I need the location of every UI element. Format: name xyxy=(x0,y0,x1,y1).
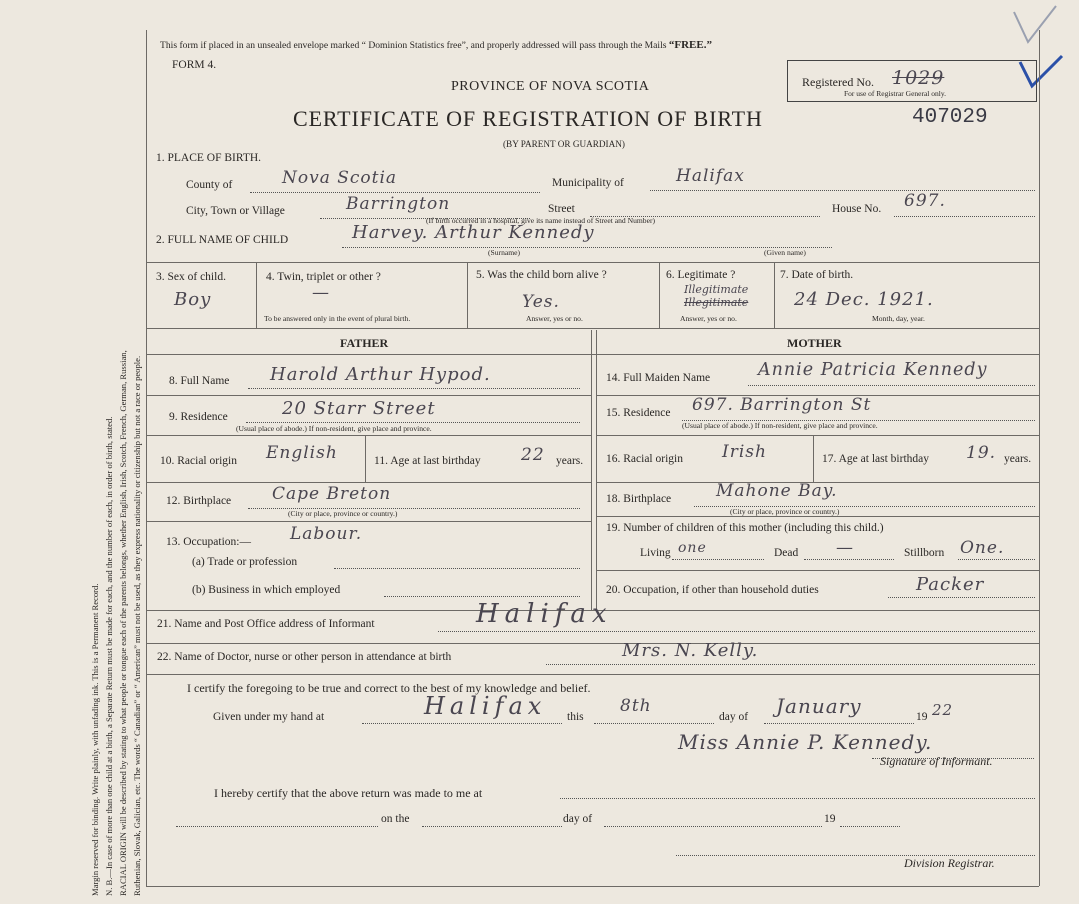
father-age-value: 22 xyxy=(521,445,545,465)
day-value: 8th xyxy=(620,696,652,716)
stillborn-value: One. xyxy=(960,538,1005,558)
mother-occupation-label: 20. Occupation, if other than household duties xyxy=(606,584,819,596)
dob-value: 24 Dec. 1921. xyxy=(794,289,934,310)
legitimate-note: Answer, yes or no. xyxy=(680,314,737,323)
mother-birthplace-label: 18. Birthplace xyxy=(606,493,672,505)
given-label: Given under my hand at xyxy=(213,711,325,723)
city-value: Barrington xyxy=(346,194,451,214)
child-name-label: 2. FULL NAME OF CHILD xyxy=(156,234,289,246)
house-label: House No. xyxy=(832,203,882,215)
father-occupation-value: Labour. xyxy=(290,524,363,544)
dead-label: Dead xyxy=(774,547,799,559)
registrar-day-of-label: day of xyxy=(563,813,593,825)
registered-number: 1029 xyxy=(892,67,945,89)
father-heading: FATHER xyxy=(340,336,389,350)
mother-birthplace-note: (City or place, province or country.) xyxy=(730,507,840,516)
mother-age-value: 19. xyxy=(966,443,997,463)
margin-note-3: RACIAL ORIGIN will be described by stating to what people or tongue each of the parents belongs, whether English, Irish, Scotch, French, German, Russian, xyxy=(118,350,128,896)
father-name-value: Harold Arthur Hypod. xyxy=(270,364,491,385)
trade-label: (a) Trade or profession xyxy=(192,556,298,568)
father-occupation-label: 13. Occupation:— xyxy=(166,536,251,548)
province-heading: PROVINCE OF NOVA SCOTIA xyxy=(451,79,650,94)
mother-racial-value: Irish xyxy=(722,442,767,462)
informant-label: 21. Name and Post Office address of Informant xyxy=(157,618,375,630)
father-birthplace-label: 12. Birthplace xyxy=(166,495,232,507)
margin-note-1: Margin reserved for binding. Write plainly, with unfading ink. This is a Permanent Record. xyxy=(90,583,100,896)
mother-children-label: 19. Number of children of this mother (including this child.) xyxy=(606,522,884,534)
dead-value: — xyxy=(836,538,854,558)
given-name-note: (Given name) xyxy=(764,248,806,257)
registrar-text: I hereby certify that the above return was made to me at xyxy=(214,786,483,800)
on-the-label: on the xyxy=(381,813,410,825)
certificate-subtitle: (BY PARENT OR GUARDIAN) xyxy=(503,139,625,149)
dob-label: 7. Date of birth. xyxy=(780,269,854,281)
surname-note: (Surname) xyxy=(488,248,521,257)
mother-name-label: 14. Full Maiden Name xyxy=(606,372,711,384)
twin-value: — xyxy=(312,283,330,303)
alive-label: 5. Was the child born alive ? xyxy=(476,269,607,281)
informant-value: Halifax xyxy=(476,599,613,629)
doctor-label: 22. Name of Doctor, nurse or other person in attendance at birth xyxy=(157,651,452,663)
form-number: FORM 4. xyxy=(172,59,217,71)
living-label: Living xyxy=(640,547,671,559)
sex-value: Boy xyxy=(174,289,212,310)
mother-age-label: 17. Age at last birthday xyxy=(822,453,929,465)
place-of-birth-heading: 1. PLACE OF BIRTH. xyxy=(156,152,262,164)
mother-residence-label: 15. Residence xyxy=(606,407,671,419)
hospital-note: (If birth occurred in a hospital, give its name instead of Street and Number) xyxy=(426,216,656,225)
father-years-label: years. xyxy=(556,455,584,467)
county-value: Nova Scotia xyxy=(282,168,398,188)
registrar-note: For use of Registrar General only. xyxy=(844,89,946,98)
father-age-label: 11. Age at last birthday xyxy=(374,455,481,467)
signature-label: Signature of Informant. xyxy=(880,754,993,768)
mother-residence-value: 697. Barrington St xyxy=(692,395,872,415)
twin-note: To be answered only in the event of plural birth. xyxy=(264,314,411,323)
mother-years-label: years. xyxy=(1004,453,1032,465)
doctor-value: Mrs. N. Kelly. xyxy=(622,640,759,661)
county-label: County of xyxy=(186,179,233,191)
municipality-value: Halifax xyxy=(676,166,745,186)
mother-abode-note: (Usual place of abode.) If non-resident, give place and province. xyxy=(682,421,878,430)
father-residence-value: 20 Starr Street xyxy=(282,398,436,419)
division-registrar-label: Division Registrar. xyxy=(904,856,995,870)
father-name-label: 8. Full Name xyxy=(169,375,230,387)
father-birthplace-note: (City or place, province or country.) xyxy=(288,509,398,518)
business-label: (b) Business in which employed xyxy=(192,584,341,596)
informant-signature: Miss Annie P. Kennedy. xyxy=(678,730,933,754)
mother-birthplace-value: Mahone Bay. xyxy=(716,481,838,501)
margin-note-2: N. B.—In case of more than one child at a birth, a Separate Return must be made for each, and the number of each, in order of birth, stated. xyxy=(104,416,114,896)
father-residence-label: 9. Residence xyxy=(169,411,228,423)
registration-box xyxy=(787,60,1037,102)
mother-heading: MOTHER xyxy=(787,336,842,350)
day-of-label: day of xyxy=(719,711,749,723)
month-value: January xyxy=(776,694,862,718)
city-label: City, Town or Village xyxy=(186,205,285,217)
father-racial-label: 10. Racial origin xyxy=(160,455,237,467)
alive-value: Yes. xyxy=(522,292,560,312)
legitimate-label: 6. Legitimate ? xyxy=(666,269,736,281)
municipality-label: Municipality of xyxy=(552,177,624,189)
street-label: Street xyxy=(548,203,575,215)
margin-note-4: Ruthenian, Slovak, Galician, etc. The words “ Canadian” or “ American” must not be used, as they express nationality or citizenship but not a race or people. xyxy=(132,355,142,896)
registered-label: Registered No. xyxy=(802,75,874,89)
legitimate-value: Illegitimate xyxy=(684,283,749,296)
stamp-number: 407029 xyxy=(912,106,988,129)
living-value: one xyxy=(678,540,707,556)
father-birthplace-value: Cape Breton xyxy=(272,484,392,504)
top-notice: This form if placed in an unsealed envelope marked “ Dominion Statistics free”, and properly addressed will pass through the Mails “FREE.” xyxy=(160,39,712,51)
father-racial-value: English xyxy=(266,443,338,463)
given-place-value: Halifax xyxy=(424,692,547,720)
dob-note: Month, day, year. xyxy=(872,314,925,323)
child-name-value: Harvey. Arthur Kennedy xyxy=(352,222,595,243)
sex-label: 3. Sex of child. xyxy=(156,271,226,283)
year-value: 22 xyxy=(932,701,954,719)
legitimate-struck: Illegitimate xyxy=(684,296,749,309)
certificate-title: CERTIFICATE OF REGISTRATION OF BIRTH xyxy=(293,106,763,131)
mother-racial-label: 16. Racial origin xyxy=(606,453,683,465)
year-prefix: 19 xyxy=(916,711,928,723)
this-label: this xyxy=(567,711,584,723)
house-value: 697. xyxy=(904,191,946,211)
registrar-year-prefix: 19 xyxy=(824,813,836,825)
alive-note: Answer, yes or no. xyxy=(526,314,583,323)
certify-text: I certify the foregoing to be true and correct to the best of my knowledge and belief. xyxy=(187,681,591,695)
father-abode-note: (Usual place of abode.) If non-resident, give place and province. xyxy=(236,424,432,433)
mother-name-value: Annie Patricia Kennedy xyxy=(758,360,988,380)
margin-rule xyxy=(146,30,147,886)
stillborn-label: Stillborn xyxy=(904,547,945,559)
twin-label: 4. Twin, triplet or other ? xyxy=(266,271,381,283)
mother-occupation-value: Packer xyxy=(916,574,985,595)
